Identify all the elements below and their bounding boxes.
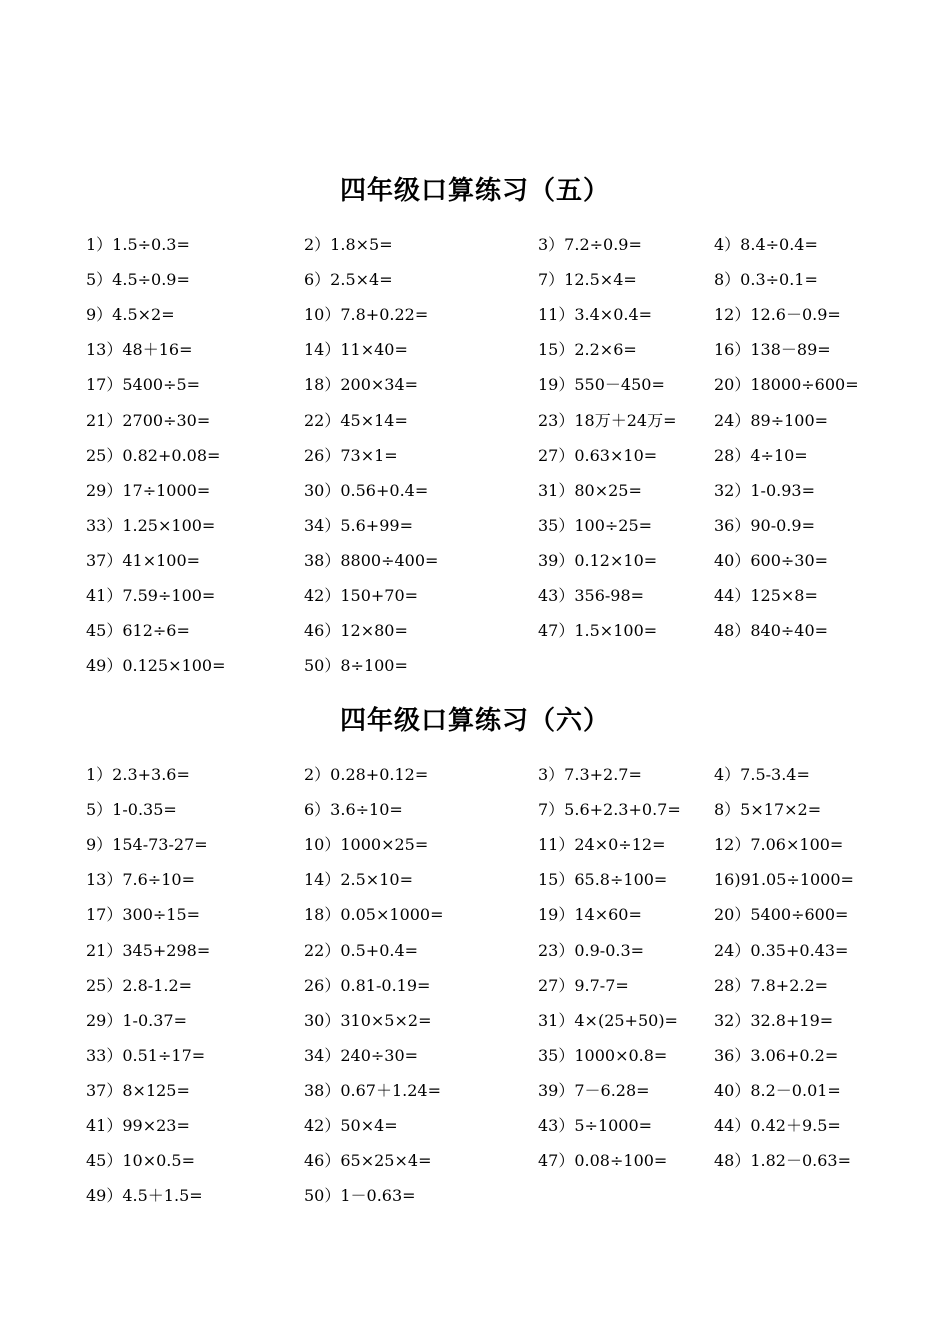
problem-item: 4）7.5-3.4= bbox=[714, 765, 810, 784]
problem-item: 15）2.2×6= bbox=[538, 340, 637, 359]
problem-item: 24）0.35+0.43= bbox=[714, 941, 849, 960]
problem-item: 22）45×14= bbox=[304, 411, 408, 430]
problem-item: 22）0.5+0.4= bbox=[304, 941, 419, 960]
problem-item: 12）7.06×100= bbox=[714, 835, 844, 854]
problem-item: 45）612÷6= bbox=[86, 621, 190, 640]
problem-item: 20）5400÷600= bbox=[714, 905, 849, 924]
problem-item: 24）89÷100= bbox=[714, 411, 829, 430]
problem-item: 18）0.05×1000= bbox=[304, 905, 444, 924]
problem-item: 48）840÷40= bbox=[714, 621, 829, 640]
problem-item: 33）0.51÷17= bbox=[86, 1046, 206, 1065]
problem-item: 2）0.28+0.12= bbox=[304, 765, 429, 784]
problem-item: 25）2.8-1.2= bbox=[86, 976, 193, 995]
problem-item: 34）5.6+99= bbox=[304, 516, 413, 535]
problem-item: 13）7.6÷10= bbox=[86, 870, 195, 889]
problem-item: 1）2.3+3.6= bbox=[86, 765, 190, 784]
problem-item: 43）356-98= bbox=[538, 586, 645, 605]
problem-item: 11）24×0÷12= bbox=[538, 835, 666, 854]
section-title: 四年级口算练习（五） bbox=[339, 176, 610, 206]
problem-item: 39）0.12×10= bbox=[538, 551, 658, 570]
section-title: 四年级口算练习（六） bbox=[339, 706, 610, 736]
problem-item: 29）17÷1000= bbox=[86, 481, 211, 500]
problem-item: 13）48＋16= bbox=[86, 340, 193, 359]
problem-item: 14）2.5×10= bbox=[304, 870, 413, 889]
problem-item: 28）4÷10= bbox=[714, 446, 808, 465]
problem-item: 27）9.7-7= bbox=[538, 976, 629, 995]
problem-item: 47）1.5×100= bbox=[538, 621, 658, 640]
problem-item: 31）80×25= bbox=[538, 481, 642, 500]
problem-item: 46）12×80= bbox=[304, 621, 408, 640]
problem-item: 5）4.5÷0.9= bbox=[86, 270, 190, 289]
problem-item: 45）10×0.5= bbox=[86, 1151, 195, 1170]
problem-item: 39）7－6.28= bbox=[538, 1081, 650, 1100]
problem-item: 42）50×4= bbox=[304, 1116, 398, 1135]
problem-item: 10）1000×25= bbox=[304, 835, 429, 854]
problem-item: 3）7.3+2.7= bbox=[538, 765, 642, 784]
problem-item: 12）12.6－0.9= bbox=[714, 305, 841, 324]
problem-item: 47）0.08÷100= bbox=[538, 1151, 668, 1170]
problem-item: 44）0.42＋9.5= bbox=[714, 1116, 841, 1135]
problem-item: 42）150+70= bbox=[304, 586, 419, 605]
problem-item: 26）0.81-0.19= bbox=[304, 976, 431, 995]
problem-item: 11）3.4×0.4= bbox=[538, 305, 653, 324]
problem-item: 30）310×5×2= bbox=[304, 1011, 432, 1030]
problem-item: 2）1.8×5= bbox=[304, 235, 393, 254]
problem-item: 14）11×40= bbox=[304, 340, 408, 359]
problem-item: 17）300÷15= bbox=[86, 905, 201, 924]
problem-item: 43）5÷1000= bbox=[538, 1116, 653, 1135]
problem-item: 21）2700÷30= bbox=[86, 411, 211, 430]
problem-item: 35）100÷25= bbox=[538, 516, 653, 535]
problem-item: 31）4×(25+50)= bbox=[538, 1011, 678, 1030]
problem-item: 44）125×8= bbox=[714, 586, 818, 605]
problem-item: 26）73×1= bbox=[304, 446, 398, 465]
problem-item: 30）0.56+0.4= bbox=[304, 481, 429, 500]
problem-item: 17）5400÷5= bbox=[86, 375, 201, 394]
problem-item: 9）154-73-27= bbox=[86, 835, 208, 854]
problem-item: 28）7.8+2.2= bbox=[714, 976, 829, 995]
problem-item: 19）14×60= bbox=[538, 905, 642, 924]
problem-item: 8）0.3÷0.1= bbox=[714, 270, 818, 289]
problem-item: 1）1.5÷0.3= bbox=[86, 235, 190, 254]
problem-item: 23）0.9-0.3= bbox=[538, 941, 645, 960]
problem-item: 49）4.5＋1.5= bbox=[86, 1186, 203, 1205]
problem-item: 23）18万＋24万= bbox=[538, 411, 677, 430]
problem-item: 46）65×25×4= bbox=[304, 1151, 432, 1170]
problem-item: 37）41×100= bbox=[86, 551, 201, 570]
problem-item: 27）0.63×10= bbox=[538, 446, 658, 465]
problem-item: 38）0.67＋1.24= bbox=[304, 1081, 442, 1100]
problem-item: 9）4.5×2= bbox=[86, 305, 175, 324]
problem-item: 10）7.8+0.22= bbox=[304, 305, 429, 324]
problem-item: 50）8÷100= bbox=[304, 656, 408, 675]
problem-item: 25）0.82+0.08= bbox=[86, 446, 221, 465]
problem-item: 32）1-0.93= bbox=[714, 481, 815, 500]
problem-item: 29）1-0.37= bbox=[86, 1011, 187, 1030]
problem-item: 36）3.06+0.2= bbox=[714, 1046, 839, 1065]
problem-item: 15）65.8÷100= bbox=[538, 870, 668, 889]
problem-item: 7）12.5×4= bbox=[538, 270, 637, 289]
problem-item: 19）550－450= bbox=[538, 375, 665, 394]
problem-item: 4）8.4÷0.4= bbox=[714, 235, 818, 254]
problem-item: 6）2.5×4= bbox=[304, 270, 393, 289]
problem-item: 38）8800÷400= bbox=[304, 551, 439, 570]
problem-item: 40）8.2－0.01= bbox=[714, 1081, 841, 1100]
problem-item: 3）7.2÷0.9= bbox=[538, 235, 642, 254]
problem-item: 16)91.05÷1000= bbox=[714, 870, 854, 889]
problem-item: 48）1.82－0.63= bbox=[714, 1151, 852, 1170]
problem-item: 36）90-0.9= bbox=[714, 516, 815, 535]
problem-item: 49）0.125×100= bbox=[86, 656, 226, 675]
problem-item: 33）1.25×100= bbox=[86, 516, 216, 535]
problem-item: 20）18000÷600= bbox=[714, 375, 859, 394]
problem-item: 37）8×125= bbox=[86, 1081, 190, 1100]
problem-item: 50）1－0.63= bbox=[304, 1186, 416, 1205]
problem-item: 21）345+298= bbox=[86, 941, 211, 960]
problem-item: 32）32.8+19= bbox=[714, 1011, 834, 1030]
problem-item: 16）138－89= bbox=[714, 340, 831, 359]
problem-item: 5）1-0.35= bbox=[86, 800, 177, 819]
problem-item: 41）99×23= bbox=[86, 1116, 190, 1135]
problem-item: 40）600÷30= bbox=[714, 551, 829, 570]
problem-item: 6）3.6÷10= bbox=[304, 800, 403, 819]
problem-item: 7）5.6+2.3+0.7= bbox=[538, 800, 681, 819]
problem-item: 8）5×17×2= bbox=[714, 800, 822, 819]
problem-item: 41）7.59÷100= bbox=[86, 586, 216, 605]
problem-item: 35）1000×0.8= bbox=[538, 1046, 668, 1065]
problem-item: 34）240÷30= bbox=[304, 1046, 419, 1065]
problem-item: 18）200×34= bbox=[304, 375, 419, 394]
